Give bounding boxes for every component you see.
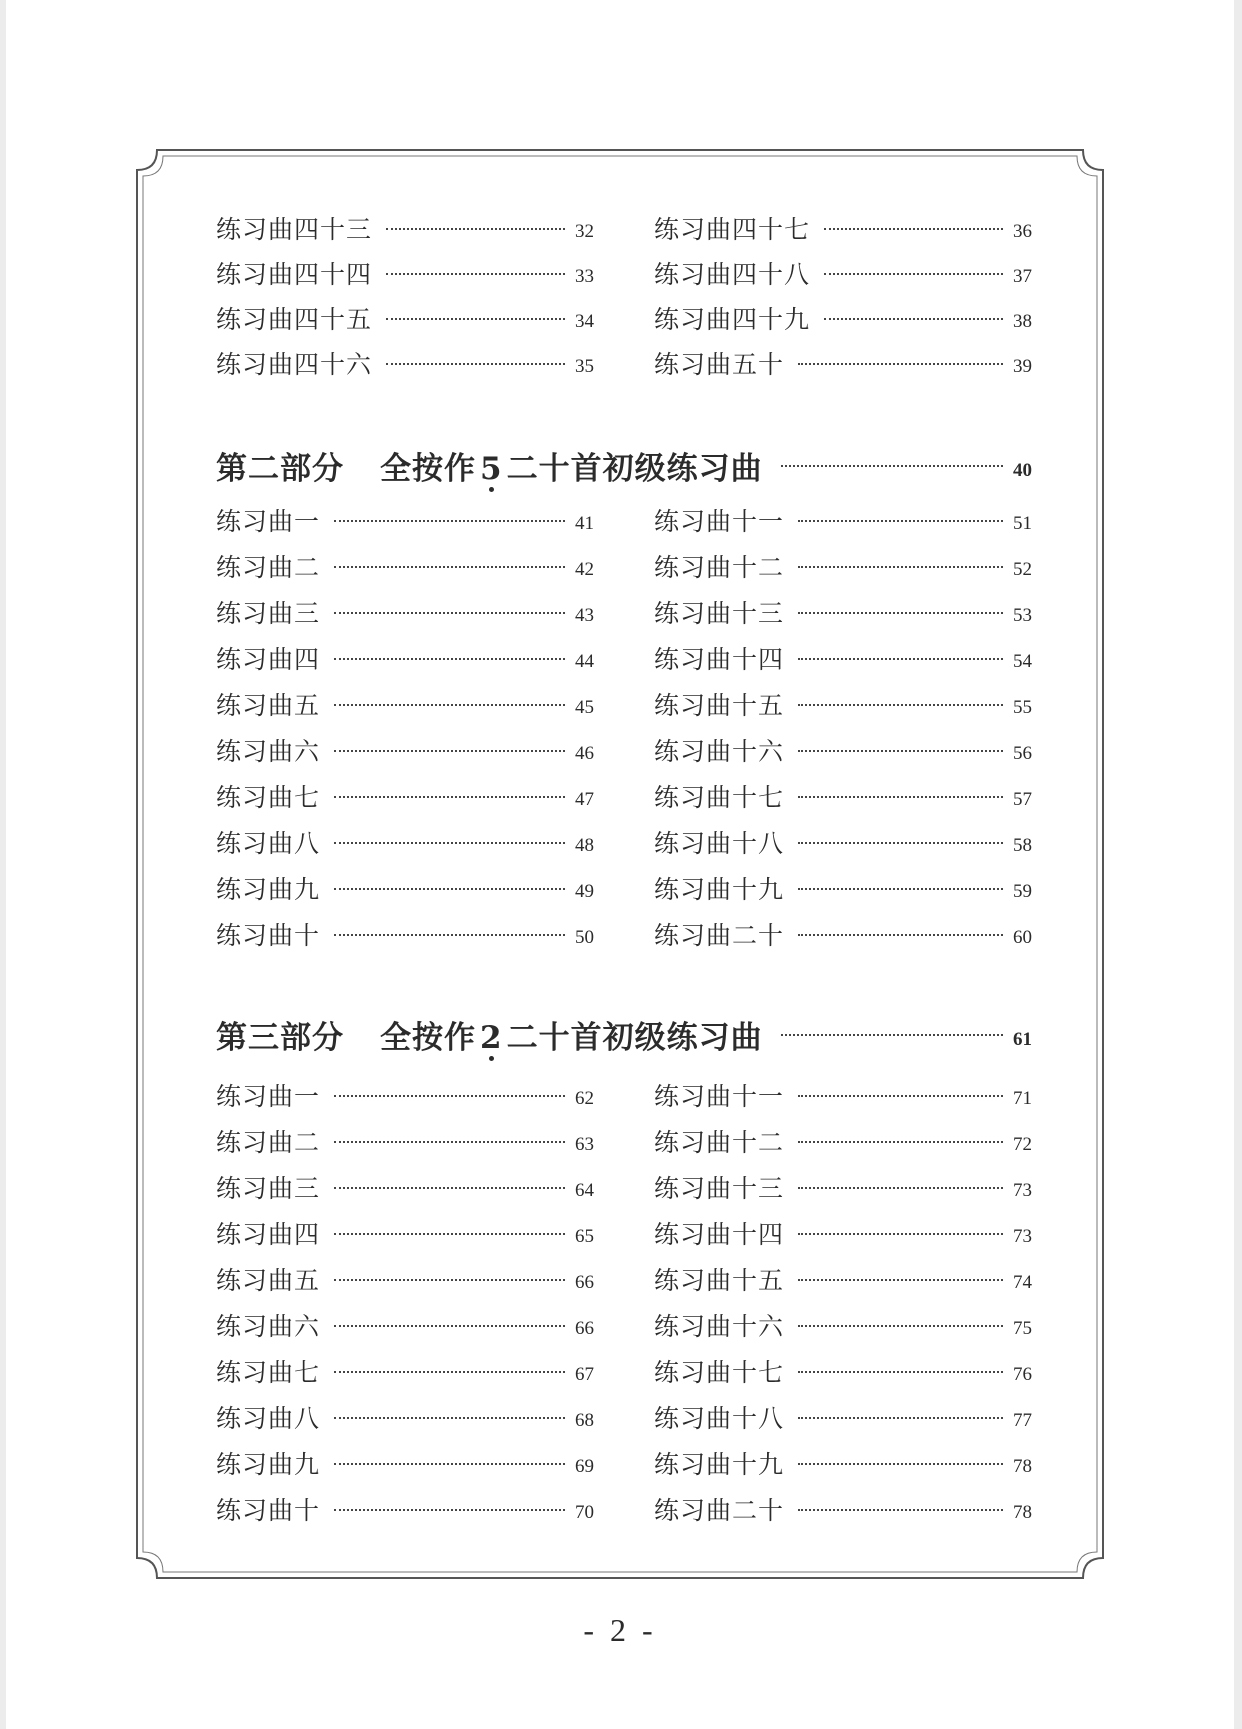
toc-entry[interactable]	[654, 206, 1032, 250]
toc-entry-page: 70	[575, 1502, 594, 1523]
toc-entry-page: 38	[1013, 311, 1032, 332]
toc-entry-page: 53	[1013, 605, 1032, 626]
dot-leader	[334, 1371, 565, 1373]
toc-entry-page: 35	[575, 356, 594, 377]
dot-leader	[334, 934, 565, 936]
dot-leader	[334, 658, 565, 660]
dot-leader	[334, 704, 565, 706]
toc-entry[interactable]	[654, 820, 1032, 864]
dot-leader	[386, 273, 565, 275]
toc-entry-title: 练习曲四	[216, 645, 321, 674]
toc-entry[interactable]	[216, 636, 594, 680]
toc-entry-title: 练习曲十四	[654, 1220, 785, 1249]
dot-leader	[334, 612, 565, 614]
toc-entry-title: 练习曲三	[216, 1174, 321, 1203]
toc-entry-page: 50	[575, 927, 594, 948]
toc-entry-page: 49	[575, 881, 594, 902]
toc-entry-title: 练习曲十八	[654, 1404, 785, 1433]
toc-entry-page: 77	[1013, 1410, 1032, 1431]
toc-entry-page: 73	[1013, 1226, 1032, 1247]
toc-entry-title: 练习曲四十八	[654, 260, 811, 289]
document-page	[6, 0, 1234, 1729]
toc-entry[interactable]	[654, 1303, 1032, 1347]
toc-entry-page: 48	[575, 835, 594, 856]
dot-leader	[798, 934, 1003, 936]
toc-entry-title: 练习曲十一	[654, 507, 785, 536]
toc-entry-page: 46	[575, 743, 594, 764]
dot-leader	[798, 566, 1003, 568]
dot-leader	[798, 1233, 1003, 1235]
toc-entry[interactable]	[654, 1211, 1032, 1255]
toc-entry[interactable]	[654, 544, 1032, 588]
toc-entry[interactable]	[216, 774, 594, 818]
toc-entry[interactable]	[216, 206, 594, 250]
toc-entry-title: 练习曲十三	[654, 1174, 785, 1203]
decorative-border-frame	[6, 0, 1234, 1729]
toc-entry-page: 75	[1013, 1318, 1032, 1339]
dot-leader	[334, 1509, 565, 1511]
toc-entry-title: 练习曲四十四	[216, 260, 373, 289]
toc-entry[interactable]	[654, 1487, 1032, 1531]
toc-entry[interactable]	[216, 1257, 594, 1301]
toc-entry-title: 练习曲三	[216, 599, 321, 628]
section-heading-title	[216, 443, 763, 488]
dot-leader	[798, 1187, 1003, 1189]
toc-entry-title: 练习曲八	[216, 829, 321, 858]
section-title-prefix: 全按作	[380, 450, 476, 487]
page-number: - 2 -	[583, 1612, 657, 1648]
dot-leader	[798, 888, 1003, 890]
toc-entry-title: 练习曲二十	[654, 1496, 785, 1525]
toc-entry[interactable]	[654, 774, 1032, 818]
toc-entry-title: 练习曲九	[216, 875, 321, 904]
dot-leader	[798, 658, 1003, 660]
toc-entry-title: 练习曲十七	[654, 783, 785, 812]
toc-entry[interactable]	[216, 296, 594, 340]
toc-entry-page: 63	[575, 1134, 594, 1155]
section-title-prefix: 全按作	[380, 1019, 476, 1056]
toc-entry[interactable]	[654, 912, 1032, 956]
toc-entry-page: 55	[1013, 697, 1032, 718]
toc-entry-page: 60	[1013, 927, 1032, 948]
dot-leader	[386, 363, 565, 365]
toc-entry-title: 练习曲十六	[654, 737, 785, 766]
toc-entry-page: 65	[575, 1226, 594, 1247]
toc-entry[interactable]	[216, 1395, 594, 1439]
toc-entry-page: 37	[1013, 266, 1032, 287]
toc-entry-title: 练习曲十八	[654, 829, 785, 858]
toc-entry-title: 练习曲一	[216, 1082, 321, 1111]
low-octave-note: 2	[480, 1019, 503, 1056]
toc-entry-page: 67	[575, 1364, 594, 1385]
toc-entry-page: 78	[1013, 1456, 1032, 1477]
toc-entry[interactable]	[216, 251, 594, 295]
dot-leader	[334, 796, 565, 798]
toc-entry[interactable]	[216, 1349, 594, 1393]
dot-leader	[798, 842, 1003, 844]
dot-leader	[334, 1279, 565, 1281]
dot-leader	[798, 520, 1003, 522]
toc-entry[interactable]	[216, 1165, 594, 1209]
section-heading[interactable]	[216, 437, 1032, 493]
dot-leader	[798, 1463, 1003, 1465]
dot-leader	[798, 750, 1003, 752]
section-title-suffix: 二十首初级练习曲	[506, 1019, 763, 1056]
toc-entry[interactable]	[216, 682, 594, 726]
toc-entry-page: 68	[575, 1410, 594, 1431]
toc-entry[interactable]	[654, 1441, 1032, 1485]
toc-entry-title: 练习曲十二	[654, 1128, 785, 1157]
section-part-label: 第三部分	[216, 1019, 344, 1056]
toc-entry-title: 练习曲五	[216, 1266, 321, 1295]
dot-leader	[798, 1509, 1003, 1511]
toc-entry-page: 58	[1013, 835, 1032, 856]
toc-entry-title: 练习曲十二	[654, 553, 785, 582]
toc-entry-title: 练习曲六	[216, 1312, 321, 1341]
dot-leader	[781, 1034, 1003, 1036]
toc-entry[interactable]	[216, 1211, 594, 1255]
dot-leader	[798, 796, 1003, 798]
toc-entry-title: 练习曲四十九	[654, 305, 811, 334]
toc-entry[interactable]	[654, 1165, 1032, 1209]
toc-entry[interactable]	[216, 498, 594, 542]
toc-entry-page: 44	[575, 651, 594, 672]
toc-entry-title: 练习曲四十六	[216, 350, 373, 379]
toc-entry-page: 39	[1013, 356, 1032, 377]
toc-entry-title: 练习曲十九	[654, 1450, 785, 1479]
dot-leader	[386, 318, 565, 320]
toc-entry-title: 练习曲十九	[654, 875, 785, 904]
section-page: 61	[1013, 1029, 1032, 1050]
toc-entry[interactable]	[654, 590, 1032, 634]
toc-entry-page: 36	[1013, 221, 1032, 242]
dot-leader	[781, 465, 1003, 467]
toc-entry-page: 51	[1013, 513, 1032, 534]
toc-entry-page: 74	[1013, 1272, 1032, 1293]
toc-entry[interactable]	[216, 544, 594, 588]
dot-leader	[334, 1325, 565, 1327]
toc-entry-title: 练习曲四	[216, 1220, 321, 1249]
toc-entry-title: 练习曲五十	[654, 350, 785, 379]
toc-entry-title: 练习曲八	[216, 1404, 321, 1433]
dot-leader	[824, 273, 1003, 275]
toc-entry[interactable]	[216, 1119, 594, 1163]
dot-leader	[798, 1141, 1003, 1143]
dot-leader	[824, 318, 1003, 320]
toc-entry-page: 32	[575, 221, 594, 242]
toc-entry-title: 练习曲四十七	[654, 215, 811, 244]
toc-entry[interactable]	[654, 341, 1032, 385]
toc-entry-title: 练习曲十一	[654, 1082, 785, 1111]
dot-leader	[334, 888, 565, 890]
toc-entry-page: 64	[575, 1180, 594, 1201]
toc-entry-title: 练习曲四十五	[216, 305, 373, 334]
toc-entry-page: 54	[1013, 651, 1032, 672]
dot-leader	[334, 566, 565, 568]
toc-entry-page: 56	[1013, 743, 1032, 764]
dot-leader	[798, 1095, 1003, 1097]
toc-entry[interactable]	[654, 498, 1032, 542]
toc-entry[interactable]	[654, 251, 1032, 295]
dot-leader	[798, 363, 1003, 365]
section-heading-title	[216, 1012, 763, 1057]
toc-entry[interactable]	[216, 1441, 594, 1485]
toc-entry[interactable]	[654, 866, 1032, 910]
toc-entry-page: 71	[1013, 1088, 1032, 1109]
dot-leader	[334, 1141, 565, 1143]
toc-entry[interactable]	[654, 1395, 1032, 1439]
toc-entry[interactable]	[654, 728, 1032, 772]
toc-entry-page: 69	[575, 1456, 594, 1477]
toc-entry-title: 练习曲二	[216, 1128, 321, 1157]
toc-entry[interactable]	[216, 866, 594, 910]
toc-entry-page: 43	[575, 605, 594, 626]
toc-entry-title: 练习曲十五	[654, 691, 785, 720]
section-heading[interactable]	[216, 1006, 1032, 1062]
dot-leader	[334, 1187, 565, 1189]
section-title-suffix: 二十首初级练习曲	[506, 450, 763, 487]
toc-entry[interactable]	[216, 820, 594, 864]
dot-leader	[798, 704, 1003, 706]
toc-entry-page: 72	[1013, 1134, 1032, 1155]
dot-leader	[334, 1417, 565, 1419]
low-octave-note: 5	[480, 450, 503, 487]
dot-leader	[798, 1279, 1003, 1281]
dot-leader	[798, 1417, 1003, 1419]
toc-entry-title: 练习曲四十三	[216, 215, 373, 244]
toc-entry-title: 练习曲六	[216, 737, 321, 766]
toc-entry[interactable]	[654, 682, 1032, 726]
toc-entry-page: 59	[1013, 881, 1032, 902]
toc-entry-title: 练习曲十七	[654, 1358, 785, 1387]
toc-entry-title: 练习曲二十	[654, 921, 785, 950]
dot-leader	[334, 1463, 565, 1465]
dot-leader	[334, 750, 565, 752]
toc-entry-page: 52	[1013, 559, 1032, 580]
toc-entry-page: 34	[575, 311, 594, 332]
dot-leader	[334, 842, 565, 844]
toc-entry-page: 47	[575, 789, 594, 810]
toc-entry-page: 57	[1013, 789, 1032, 810]
toc-entry-title: 练习曲二	[216, 553, 321, 582]
dot-leader	[334, 1233, 565, 1235]
dot-leader	[386, 228, 565, 230]
toc-entry-page: 45	[575, 697, 594, 718]
toc-entry-title: 练习曲十五	[654, 1266, 785, 1295]
toc-entry[interactable]	[216, 590, 594, 634]
toc-entry-page: 78	[1013, 1502, 1032, 1523]
toc-entry[interactable]	[216, 912, 594, 956]
toc-entry-page: 73	[1013, 1180, 1032, 1201]
toc-entry[interactable]	[654, 636, 1032, 680]
toc-entry[interactable]	[216, 728, 594, 772]
section-part-label: 第二部分	[216, 450, 344, 487]
toc-entry[interactable]	[654, 1257, 1032, 1301]
toc-entry-title: 练习曲一	[216, 507, 321, 536]
toc-entry[interactable]	[216, 1303, 594, 1347]
toc-entry-page: 62	[575, 1088, 594, 1109]
toc-entry[interactable]	[216, 1487, 594, 1531]
toc-entry-page: 33	[575, 266, 594, 287]
toc-entry-title: 练习曲九	[216, 1450, 321, 1479]
toc-entry[interactable]	[654, 1119, 1032, 1163]
dot-leader	[798, 612, 1003, 614]
toc-entry-page: 66	[575, 1272, 594, 1293]
dot-leader	[798, 1371, 1003, 1373]
toc-entry-title: 练习曲七	[216, 783, 321, 812]
toc-entry[interactable]	[654, 296, 1032, 340]
dot-leader	[334, 520, 565, 522]
toc-entry-title: 练习曲十六	[654, 1312, 785, 1341]
toc-entry-page: 42	[575, 559, 594, 580]
toc-entry-title: 练习曲五	[216, 691, 321, 720]
toc-entry-title: 练习曲十四	[654, 645, 785, 674]
toc-entry[interactable]	[654, 1349, 1032, 1393]
toc-entry-page: 41	[575, 513, 594, 534]
toc-entry-title: 练习曲十三	[654, 599, 785, 628]
toc-entry[interactable]	[654, 1073, 1032, 1117]
toc-entry[interactable]	[216, 1073, 594, 1117]
toc-entry[interactable]	[216, 341, 594, 385]
section-page: 40	[1013, 460, 1032, 481]
toc-entry-title: 练习曲十	[216, 921, 321, 950]
toc-entry-title: 练习曲十	[216, 1496, 321, 1525]
dot-leader	[798, 1325, 1003, 1327]
dot-leader	[824, 228, 1003, 230]
toc-entry-title: 练习曲七	[216, 1358, 321, 1387]
toc-entry-page: 66	[575, 1318, 594, 1339]
dot-leader	[334, 1095, 565, 1097]
toc-entry-page: 76	[1013, 1364, 1032, 1385]
